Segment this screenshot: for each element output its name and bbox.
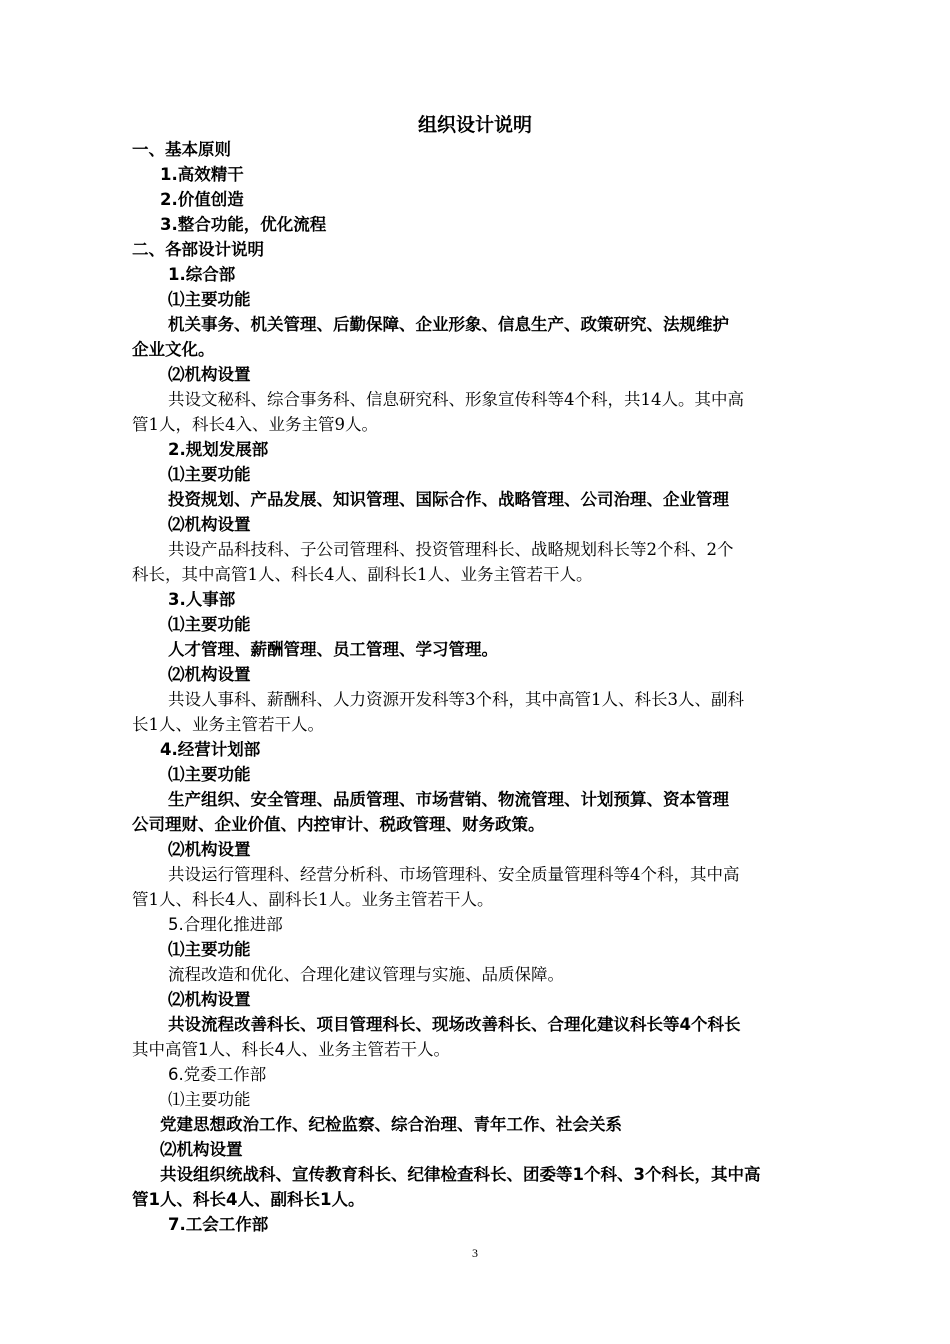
subheading: ⑴主要功能 [168,290,251,309]
page-number: 3 [472,1246,478,1260]
paragraph-line: 流程改造和优化、合理化建议管理与实施、品质保障。 [168,965,564,984]
paragraph-line: 企业文化。 [132,340,215,359]
paragraph-line: 党建思想政治工作、纪检监察、综合治理、青年工作、社会关系 [160,1115,622,1134]
paragraph-line: 管1人、科长4人、副科长1人。业务主管若干人。 [132,890,494,909]
department-heading: 7.工会工作部 [168,1215,269,1234]
section-heading-2: 二、各部设计说明 [132,240,264,259]
principle-item: 1.高效精干 [160,165,244,184]
paragraph-line: 公司理财、企业价值、内控审计、税政管理、财务政策。 [132,815,545,834]
page-title: 组织设计说明 [417,114,532,136]
paragraph-line: 科长，其中高管1人、科长4人、副科长1人、业务主管若干人。 [132,565,593,584]
subheading: ⑴主要功能 [168,1090,251,1109]
subheading: ⑵机构设置 [168,990,251,1009]
paragraph-line: 人才管理、薪酬管理、员工管理、学习管理。 [168,640,498,659]
section-heading-1: 一、基本原则 [132,140,231,159]
subheading: ⑵机构设置 [160,1140,243,1159]
department-heading: 5.合理化推进部 [168,915,283,934]
subheading: ⑴主要功能 [168,765,251,784]
subheading: ⑵机构设置 [168,365,251,384]
paragraph-line: 长1人、业务主管若干人。 [132,715,324,734]
subheading: ⑵机构设置 [168,840,251,859]
department-heading: 4.经营计划部 [160,740,261,759]
paragraph-line: 生产组织、安全管理、品质管理、市场营销、物流管理、计划预算、资本管理 [168,790,729,809]
subheading: ⑵机构设置 [168,515,251,534]
principle-item: 2.价值创造 [160,190,244,209]
subheading: ⑴主要功能 [168,615,251,634]
subheading: ⑴主要功能 [168,940,251,959]
department-heading: 6.党委工作部 [168,1065,267,1084]
subheading: ⑵机构设置 [168,665,251,684]
paragraph-line: 其中高管1人、科长4人、业务主管若干人。 [132,1040,450,1059]
paragraph-line: 管1人、科长4人、副科长1人。 [132,1190,365,1209]
department-heading: 1.综合部 [168,265,236,284]
principle-item: 3.整合功能，优化流程 [160,215,327,234]
paragraph-line: 管1人，科长4入、业务主管9人。 [132,415,378,434]
paragraph-line: 共设文秘科、综合事务科、信息研究科、形象宣传科等4个科，共14人。其中高 [168,390,744,409]
paragraph-line: 共设运行管理科、经营分析科、市场管理科、安全质量管理科等4个科，其中高 [168,865,740,884]
paragraph-line: 机关事务、机关管理、后勤保障、企业形象、信息生产、政策研究、法规维护 [168,315,729,334]
paragraph-line: 共设人事科、薪酬科、人力资源开发科等3个科，其中高管1人、科长3人、副科 [168,690,744,709]
paragraph-line: 共设产品科技科、子公司管理科、投资管理科长、战略规划科长等2个科、2个 [168,540,734,559]
paragraph-line: 共设流程改善科长、项目管理科长、现场改善科长、合理化建议科长等4个科长 [168,1015,741,1034]
department-heading: 3.人事部 [168,590,236,609]
paragraph-line: 投资规划、产品发展、知识管理、国际合作、战略管理、公司治理、企业管理 [168,490,729,509]
subheading: ⑴主要功能 [168,465,251,484]
paragraph-line: 共设组织统战科、宣传教育科长、纪律检查科长、团委等1个科、3个科长，其中高 [160,1165,761,1184]
department-heading: 2.规划发展部 [168,440,269,459]
